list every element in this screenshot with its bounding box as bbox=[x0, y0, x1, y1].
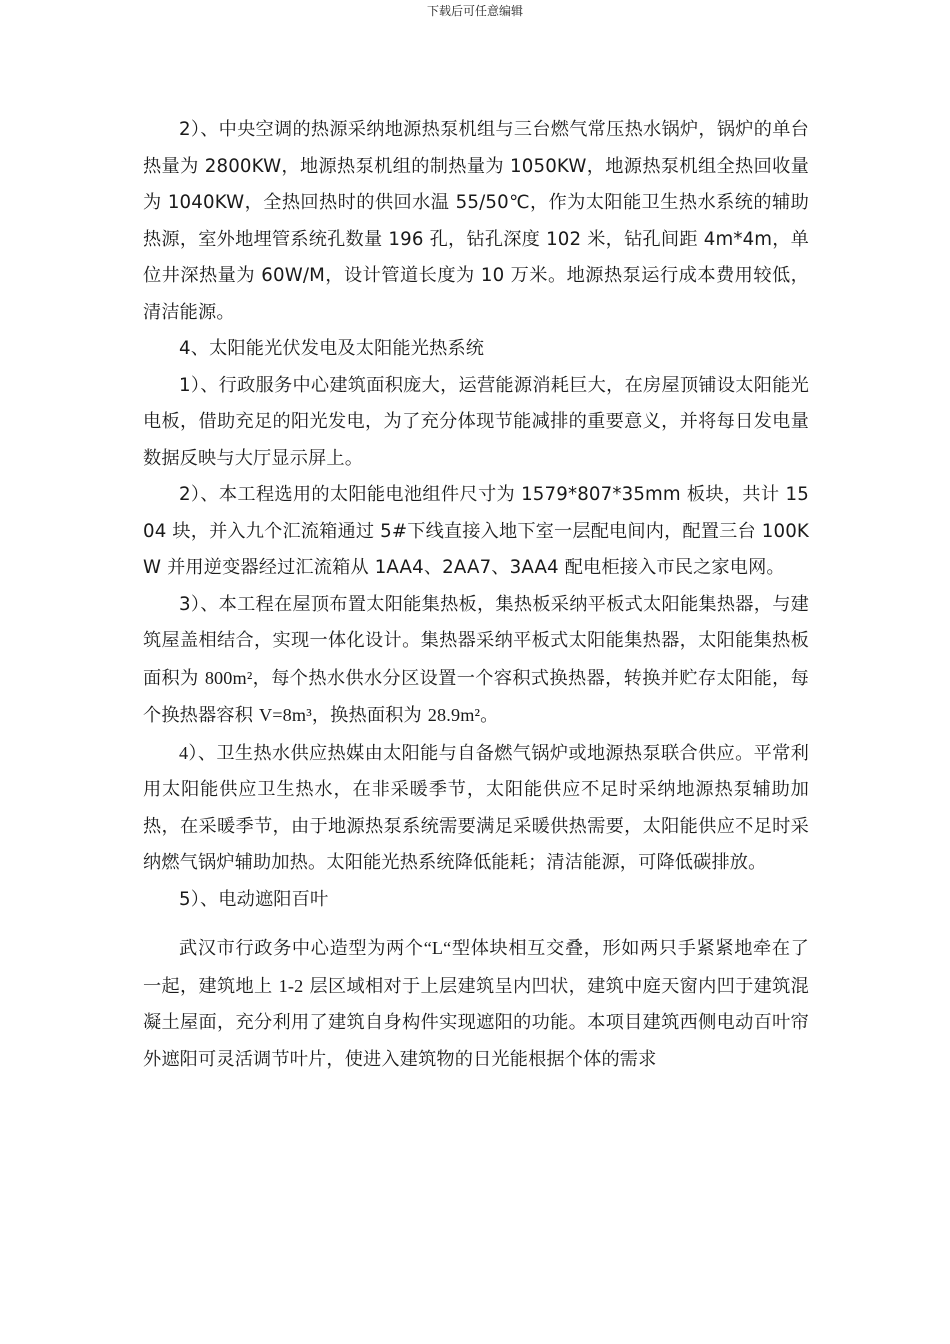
exchange-area: 28.9m² bbox=[427, 705, 481, 725]
paragraph-gap bbox=[143, 918, 809, 930]
paragraph-building-shading: 武汉市行政务中心造型为两个“L“型体块相互交叠，形如两只手紧紧地牵在了一起，建筑地上 1-2 层区域相对于上层建筑呈内凹状，建筑中庭天窗内凹于建筑混凝土屋面，充分利用了建筑自身构件实现遮阳的功能。本项目建筑西侧电动百叶帘外遮阳可灵活调节叶片，使进入建筑物的日光能根据个体的需求 bbox=[143, 938, 810, 1070]
paragraph-hot-water-supply: 4）、卫生热水供应热媒由太阳能与自备燃气锅炉或地源热泵联合供应。平常利用太阳能供应卫生热水，在非采暖季节，太阳能供应不足时采纳地源热泵辅助加热，在采暖季节，由于地源热泵系统需要满足采暖供热需要，太阳能供应不足时采纳燃气锅炉辅助加热。太阳能光热系统降低能耗；清洁能源，可降低碳排放。 bbox=[143, 742, 809, 873]
collector-area: 800m² bbox=[204, 667, 253, 688]
exchanger-volume: V=8m³ bbox=[258, 705, 312, 725]
paragraph-solar-thermal: 3）、本工程在屋顶布置太阳能集热板，集热板采纳平板式太阳能集热器，与建筑屋盖相结合，实现一体化设计。集热器采纳平板式太阳能集热器，太阳能集热板面积为 800m²，每个热水供水分区设置一个容积式换热器，转换并贮存太阳能，每个换热器容积 V=8m³，换热面积为 28.9m²。 bbox=[143, 593, 809, 726]
paragraph-heat-source: 2）、中央空调的热源采纳地源热泵机组与三台燃气常压热水锅炉，锅炉的单台热量为 2800KW，地源热泵机组的制热量为 1050KW，地源热泵机组全热回收量为 1040KW，全热回热时的供回水温 55/50℃，作为太阳能卫生热水系统的辅助热源，室外地埋管系统孔数量 196 孔，钻孔深度 102 米，钻孔间距 4m*4m，单位井深热量为 60W/M，设计管道长度为 10 万米。地源热泵运行成本费用较低，清洁能源。 bbox=[143, 119, 809, 323]
paragraph-solar-pv-intro: 1）、行政服务中心建筑面积庞大，运营能源消耗巨大，在房屋顶铺设太阳能光电板，借助充足的阳光发电，为了充分体现节能减排的重要意义，并将每日发电量数据反映与大厅显示屏上。 bbox=[143, 374, 809, 469]
section-heading-louvers: 5）、电动遮阳百叶 bbox=[179, 888, 329, 910]
section-heading-solar: 4、太阳能光伏发电及太阳能光热系统 bbox=[179, 338, 485, 359]
page-header: 下载后可任意编辑 bbox=[426, 4, 523, 18]
document-body bbox=[143, 112, 809, 1078]
paragraph-solar-pv-modules: 2）、本工程选用的太阳能电池组件尺寸为 1579*807*35mm 板块，共计 1504 块，并入九个汇流箱通过 5#下线直接入地下室一层配电间内，配置三台 100KW 并用逆变器经过汇流箱从 1AA4、2AA7、3AA4 配电柜接入市民之家电网。 bbox=[143, 484, 809, 578]
